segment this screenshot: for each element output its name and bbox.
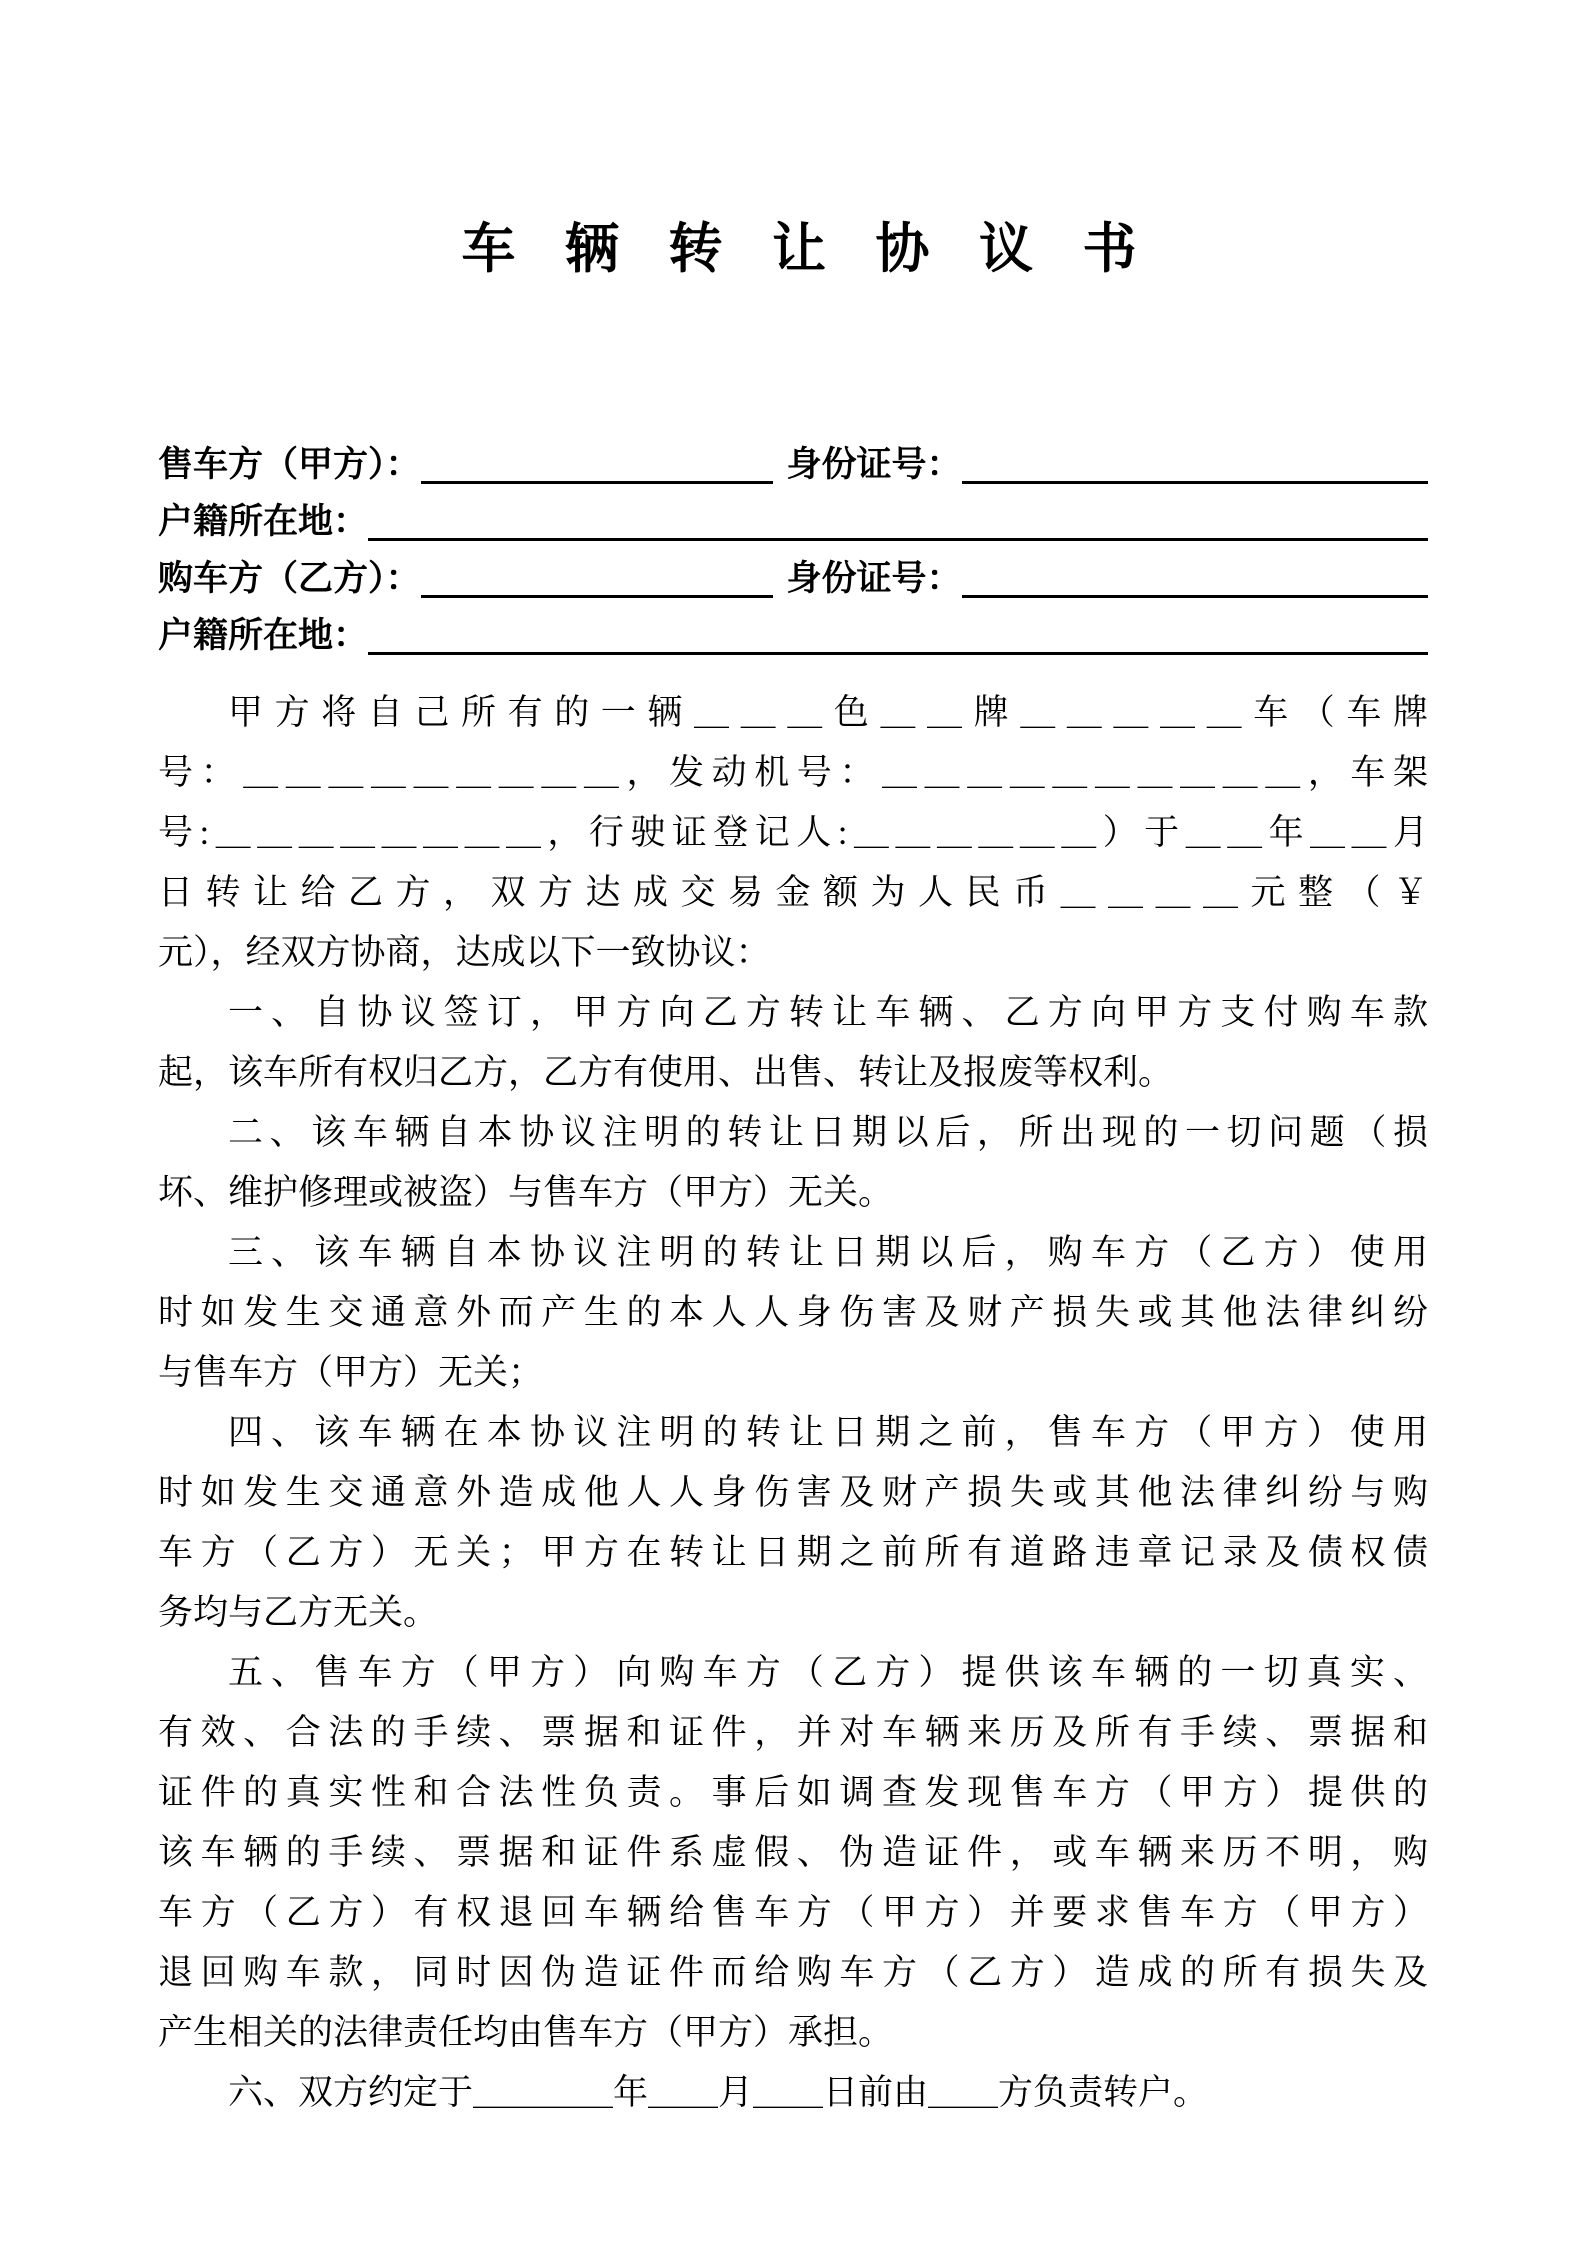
body-line: 起，该车所有权归乙方，乙方有使用、出售、转让及报废等权利。 [158, 1053, 1174, 1092]
form-row [158, 484, 1428, 541]
form-row [158, 541, 1428, 598]
body-line: 产生相关的法律责任均由售车方（甲方）承担。 [158, 2013, 894, 2052]
form-row [158, 598, 1428, 655]
field-label: 售车方（甲方）： [158, 444, 421, 484]
body-line: 与售车方（甲方）无关； [158, 1353, 544, 1392]
body-line: 时如发生交通意外而产生的本人人身伤害及财产损失或其他法律纠纷 [158, 1293, 1428, 1332]
body-line: 元），经双方协商，达成以下一致协议： [158, 933, 771, 972]
body-line: 务均与乙方无关。 [158, 1593, 439, 1632]
body-line: 号:＿＿＿＿＿＿＿＿，行驶证登记人:＿＿＿＿＿＿）于＿＿年＿＿月 [158, 813, 1428, 852]
body-line: 有效、合法的手续、票据和证件，并对车辆来历及所有手续、票据和 [158, 1713, 1428, 1752]
body-line: 该车辆的手续、票据和证件系虚假、伪造证件，或车辆来历不明，购 [158, 1833, 1428, 1872]
body-line: 四、该车辆在本协议注明的转让日期之前，售车方（甲方）使用 [228, 1413, 1428, 1452]
body-line: 三、该车辆自本协议注明的转让日期以后，购车方（乙方）使用 [228, 1233, 1428, 1272]
blank-underline [421, 558, 773, 598]
body-line: 时如发生交通意外造成他人人身伤害及财产损失或其他法律纠纷与购 [158, 1473, 1428, 1512]
body-line: 坏、维护修理或被盗）与售车方（甲方）无关。 [158, 1173, 894, 1212]
field-label: 身份证号： [786, 558, 962, 598]
blank-underline [421, 444, 773, 484]
field-label: 户籍所在地： [158, 501, 369, 541]
body-line: 证件的真实性和合法性负责。事后如调查发现售车方（甲方）提供的 [158, 1773, 1428, 1812]
form-row [158, 427, 1428, 484]
field-label: 购车方（乙方）： [158, 558, 421, 598]
body-line: 五、售车方（甲方）向购车方（乙方）提供该车辆的一切真实、 [228, 1653, 1428, 1692]
blank-underline [962, 444, 1428, 484]
form-section [158, 427, 1428, 655]
body-line: 车方（乙方）有权退回车辆给售车方（甲方）并要求售车方（甲方） [158, 1893, 1428, 1932]
field-label: 户籍所在地： [158, 615, 369, 655]
field-label: 身份证号： [786, 444, 962, 484]
blank-underline [368, 501, 1428, 541]
body-line: 号：＿＿＿＿＿＿＿＿＿，发动机号：＿＿＿＿＿＿＿＿＿＿，车架 [158, 753, 1428, 792]
blank-underline [368, 615, 1428, 655]
body-line: 六、双方约定于＿＿＿＿年＿＿月＿＿日前由＿＿方负责转户。 [228, 2073, 1209, 2112]
agreement-body [158, 683, 1428, 2123]
body-line: 二、该车辆自本协议注明的转让日期以后，所出现的一切问题（损 [228, 1113, 1428, 1152]
body-line: 一、自协议签订，甲方向乙方转让车辆、乙方向甲方支付购车款 [228, 993, 1428, 1032]
blank-underline [962, 558, 1428, 598]
body-line: 日转让给乙方，双方达成交易金额为人民币＿＿＿＿元整（￥ [158, 873, 1428, 912]
page-title: 车 辆 转 让 协 议 书 [461, 219, 1155, 279]
body-line: 甲方将自己所有的一辆＿＿＿色＿＿牌＿＿＿＿＿车（车牌 [228, 693, 1428, 732]
body-line: 退回购车款，同时因伪造证件而给购车方（乙方）造成的所有损失及 [158, 1953, 1428, 1992]
body-line: 车方（乙方）无关；甲方在转让日期之前所有道路违章记录及债权债 [158, 1533, 1428, 1572]
